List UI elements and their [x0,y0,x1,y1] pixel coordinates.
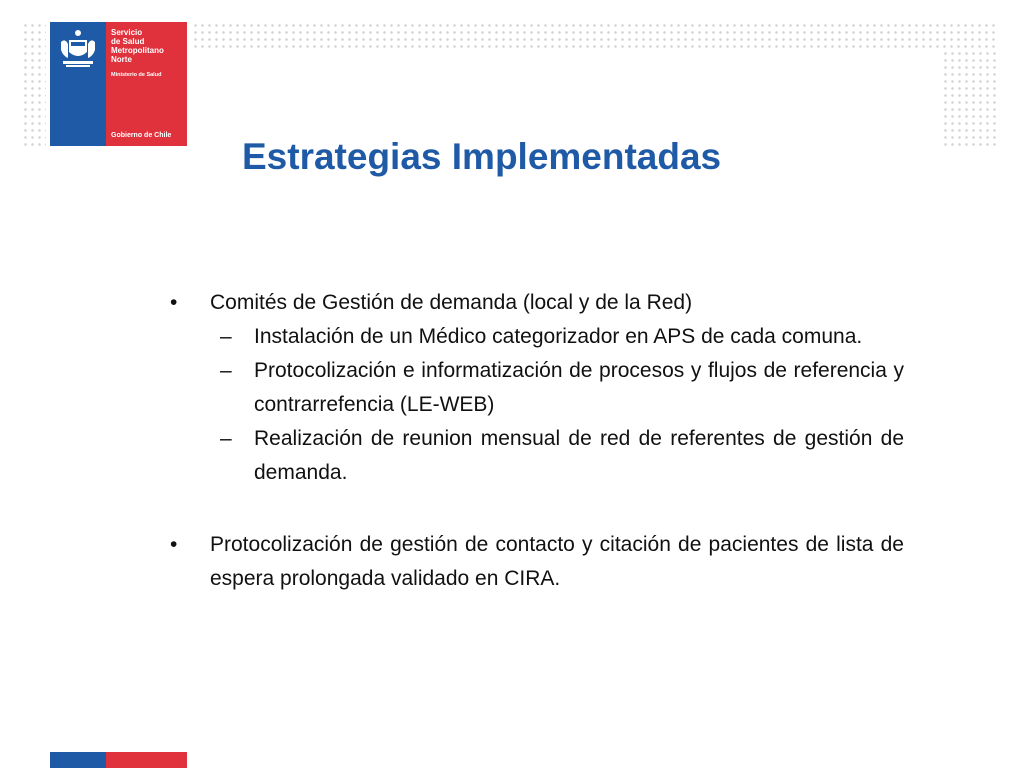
ministry-logo [50,22,187,146]
bullet-item [170,528,904,596]
bullet-item [170,286,904,320]
sub-bullet-text: Protocolización e informatización de procesos y flujos de referencia y contrarrefencia (LE-WEB) [254,359,904,416]
logo-ministry: Ministerio de Salud [111,72,162,78]
sub-bullet-item [170,422,904,490]
footer-red-segment [106,752,187,768]
dot-pattern-top [192,22,998,50]
logo-line-4: Norte [111,55,132,64]
bullet-icon: • [170,533,178,556]
footer-blue-segment [50,752,106,768]
bullet-icon: • [170,291,178,314]
sub-bullet-item [170,320,904,354]
slide-title: Estrategias Implementadas [242,136,722,177]
footer-brand-bar [50,752,187,768]
dash-icon: – [220,427,232,450]
logo-line-3: Metropolitano [111,46,164,55]
bullet-text: Comités de Gestión de demanda (local y de la Red) [210,291,693,314]
sub-bullet-text: Instalación de un Médico categorizador en APS de cada comuna. [254,325,863,348]
coat-of-arms-icon [59,28,97,70]
dot-pattern-left [22,22,46,146]
logo-blue-panel [50,22,106,146]
logo-government: Gobierno de Chile [111,132,172,139]
sub-bullet-item [170,354,904,422]
bullet-text: Protocolización de gestión de contacto y citación de pacientes de lista de espera prolongada validado en CIRA. [210,533,904,590]
logo-line-1: Servicio [111,28,143,37]
dash-icon: – [220,325,232,348]
dash-icon: – [220,359,232,382]
dot-pattern-right [942,50,998,146]
slide-content [170,286,904,596]
sub-bullet-text: Realización de reunion mensual de red de referentes de gestión de demanda. [254,427,904,484]
logo-line-2: de Salud [111,37,145,46]
spacer [170,490,904,528]
logo-red-panel [106,22,187,146]
